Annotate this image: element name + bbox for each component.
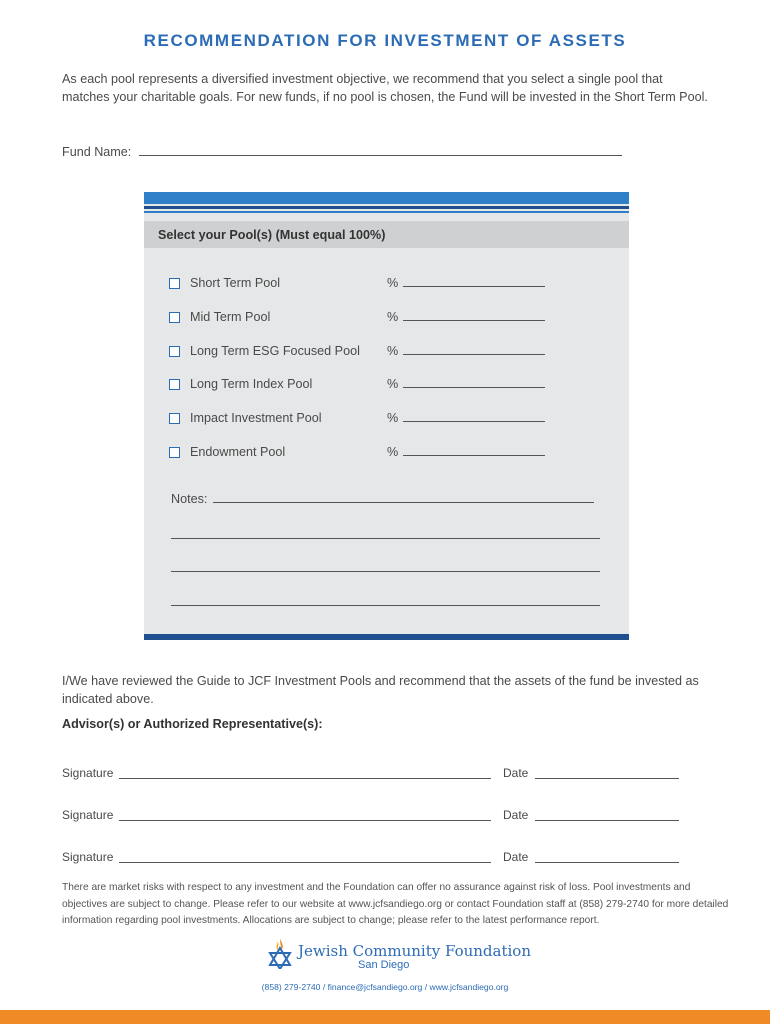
- pool-label: Long Term Index Pool: [190, 377, 313, 391]
- pool-row-long-term-index: [169, 377, 549, 393]
- percent-field[interactable]: [387, 377, 545, 391]
- percent-symbol: %: [387, 344, 399, 358]
- date-label: Date: [503, 850, 529, 864]
- pool-label: Mid Term Pool: [190, 310, 271, 324]
- pool-label: Impact Investment Pool: [190, 411, 322, 425]
- pool-row-long-term-esg: [169, 344, 549, 360]
- notes-line[interactable]: [171, 605, 600, 606]
- org-name: Jewish Community Foundation: [298, 942, 531, 960]
- signature-field[interactable]: [119, 778, 491, 779]
- checkbox[interactable]: [169, 346, 180, 357]
- percent-field[interactable]: [387, 411, 545, 425]
- notes-line[interactable]: [171, 538, 600, 539]
- percent-field[interactable]: [387, 445, 545, 459]
- checkbox[interactable]: [169, 413, 180, 424]
- signature-field[interactable]: [119, 820, 491, 821]
- percent-symbol: %: [387, 310, 399, 324]
- percent-field[interactable]: [387, 310, 545, 324]
- pool-row-mid-term: [169, 310, 549, 326]
- pool-row-impact: [169, 411, 549, 427]
- signature-label: Signature: [62, 850, 114, 864]
- panel-header-text: Select your Pool(s) (Must equal 100%): [158, 228, 386, 242]
- contact-line: (858) 279-2740 / finance@jcfsandiego.org / www.jcfsandiego.org: [261, 982, 509, 992]
- percent-symbol: %: [387, 445, 399, 459]
- panel-stripe-thin: [144, 211, 629, 213]
- signature-row: [62, 808, 682, 824]
- date-field[interactable]: [535, 820, 679, 821]
- date-field[interactable]: [535, 778, 679, 779]
- pool-label: Long Term ESG Focused Pool: [190, 344, 360, 358]
- disclaimer-text: There are market risks with respect to any investment and the Foundation can offer no assurance against risk of loss. Pool investments and objectives are subject to change. Please refer to our website at www.jcfsandiego.org or contact Foundation staff at (858) 279-2740 for more detailed information regarding pool investments. Allocations are subject to change; please refer to the latest performance report.: [62, 882, 729, 926]
- fund-name-label: Fund Name:: [62, 145, 132, 159]
- checkbox[interactable]: [169, 312, 180, 323]
- checkbox[interactable]: [169, 447, 180, 458]
- date-label: Date: [503, 766, 529, 780]
- panel-top-bar: [144, 192, 629, 204]
- signature-row: [62, 850, 682, 866]
- pool-row-endowment: [169, 445, 549, 461]
- panel-stripe: [144, 206, 629, 209]
- foundation-logo: [265, 935, 531, 973]
- percent-field[interactable]: [387, 276, 545, 290]
- notes-label: Notes:: [171, 492, 208, 506]
- pool-label: Short Term Pool: [190, 276, 281, 290]
- percent-line: [403, 310, 545, 321]
- notes-line[interactable]: [171, 571, 600, 572]
- fund-name-field[interactable]: [139, 144, 622, 156]
- advisor-heading: Advisor(s) or Authorized Representative(s):: [62, 717, 323, 731]
- review-statement: I/We have reviewed the Guide to JCF Investment Pools and recommend that the assets of the fund be invested as indicated above.: [62, 674, 699, 706]
- signature-label: Signature: [62, 766, 114, 780]
- pool-label: Endowment Pool: [190, 445, 286, 459]
- panel-bottom-bar: [144, 634, 629, 640]
- percent-symbol: %: [387, 411, 399, 425]
- pool-row-short-term: [169, 276, 549, 292]
- percent-symbol: %: [387, 377, 399, 391]
- percent-line: [403, 344, 545, 355]
- percent-line: [403, 377, 545, 388]
- percent-line: [403, 445, 545, 456]
- intro-paragraph: As each pool represents a diversified investment objective, we recommend that you select a single pool that matches your charitable goals. For new funds, if no pool is chosen, the Fund will be invested in the Short Term Pool.: [62, 72, 708, 104]
- signature-field[interactable]: [119, 862, 491, 863]
- org-subname: San Diego: [358, 959, 410, 971]
- percent-symbol: %: [387, 276, 399, 290]
- checkbox[interactable]: [169, 379, 180, 390]
- fund-name-row: [62, 144, 622, 159]
- percent-line: [403, 276, 545, 287]
- date-label: Date: [503, 808, 529, 822]
- checkbox[interactable]: [169, 278, 180, 289]
- notes-field[interactable]: [213, 492, 594, 503]
- signature-row: [62, 766, 682, 782]
- percent-field[interactable]: [387, 344, 545, 358]
- notes-row: [171, 492, 594, 506]
- page-title: RECOMMENDATION FOR INVESTMENT OF ASSETS: [143, 31, 627, 50]
- footer-bar: [0, 1010, 770, 1024]
- percent-line: [403, 411, 545, 422]
- signature-label: Signature: [62, 808, 114, 822]
- date-field[interactable]: [535, 862, 679, 863]
- star-of-david-flame-icon: [265, 935, 295, 969]
- panel-header: [144, 221, 629, 248]
